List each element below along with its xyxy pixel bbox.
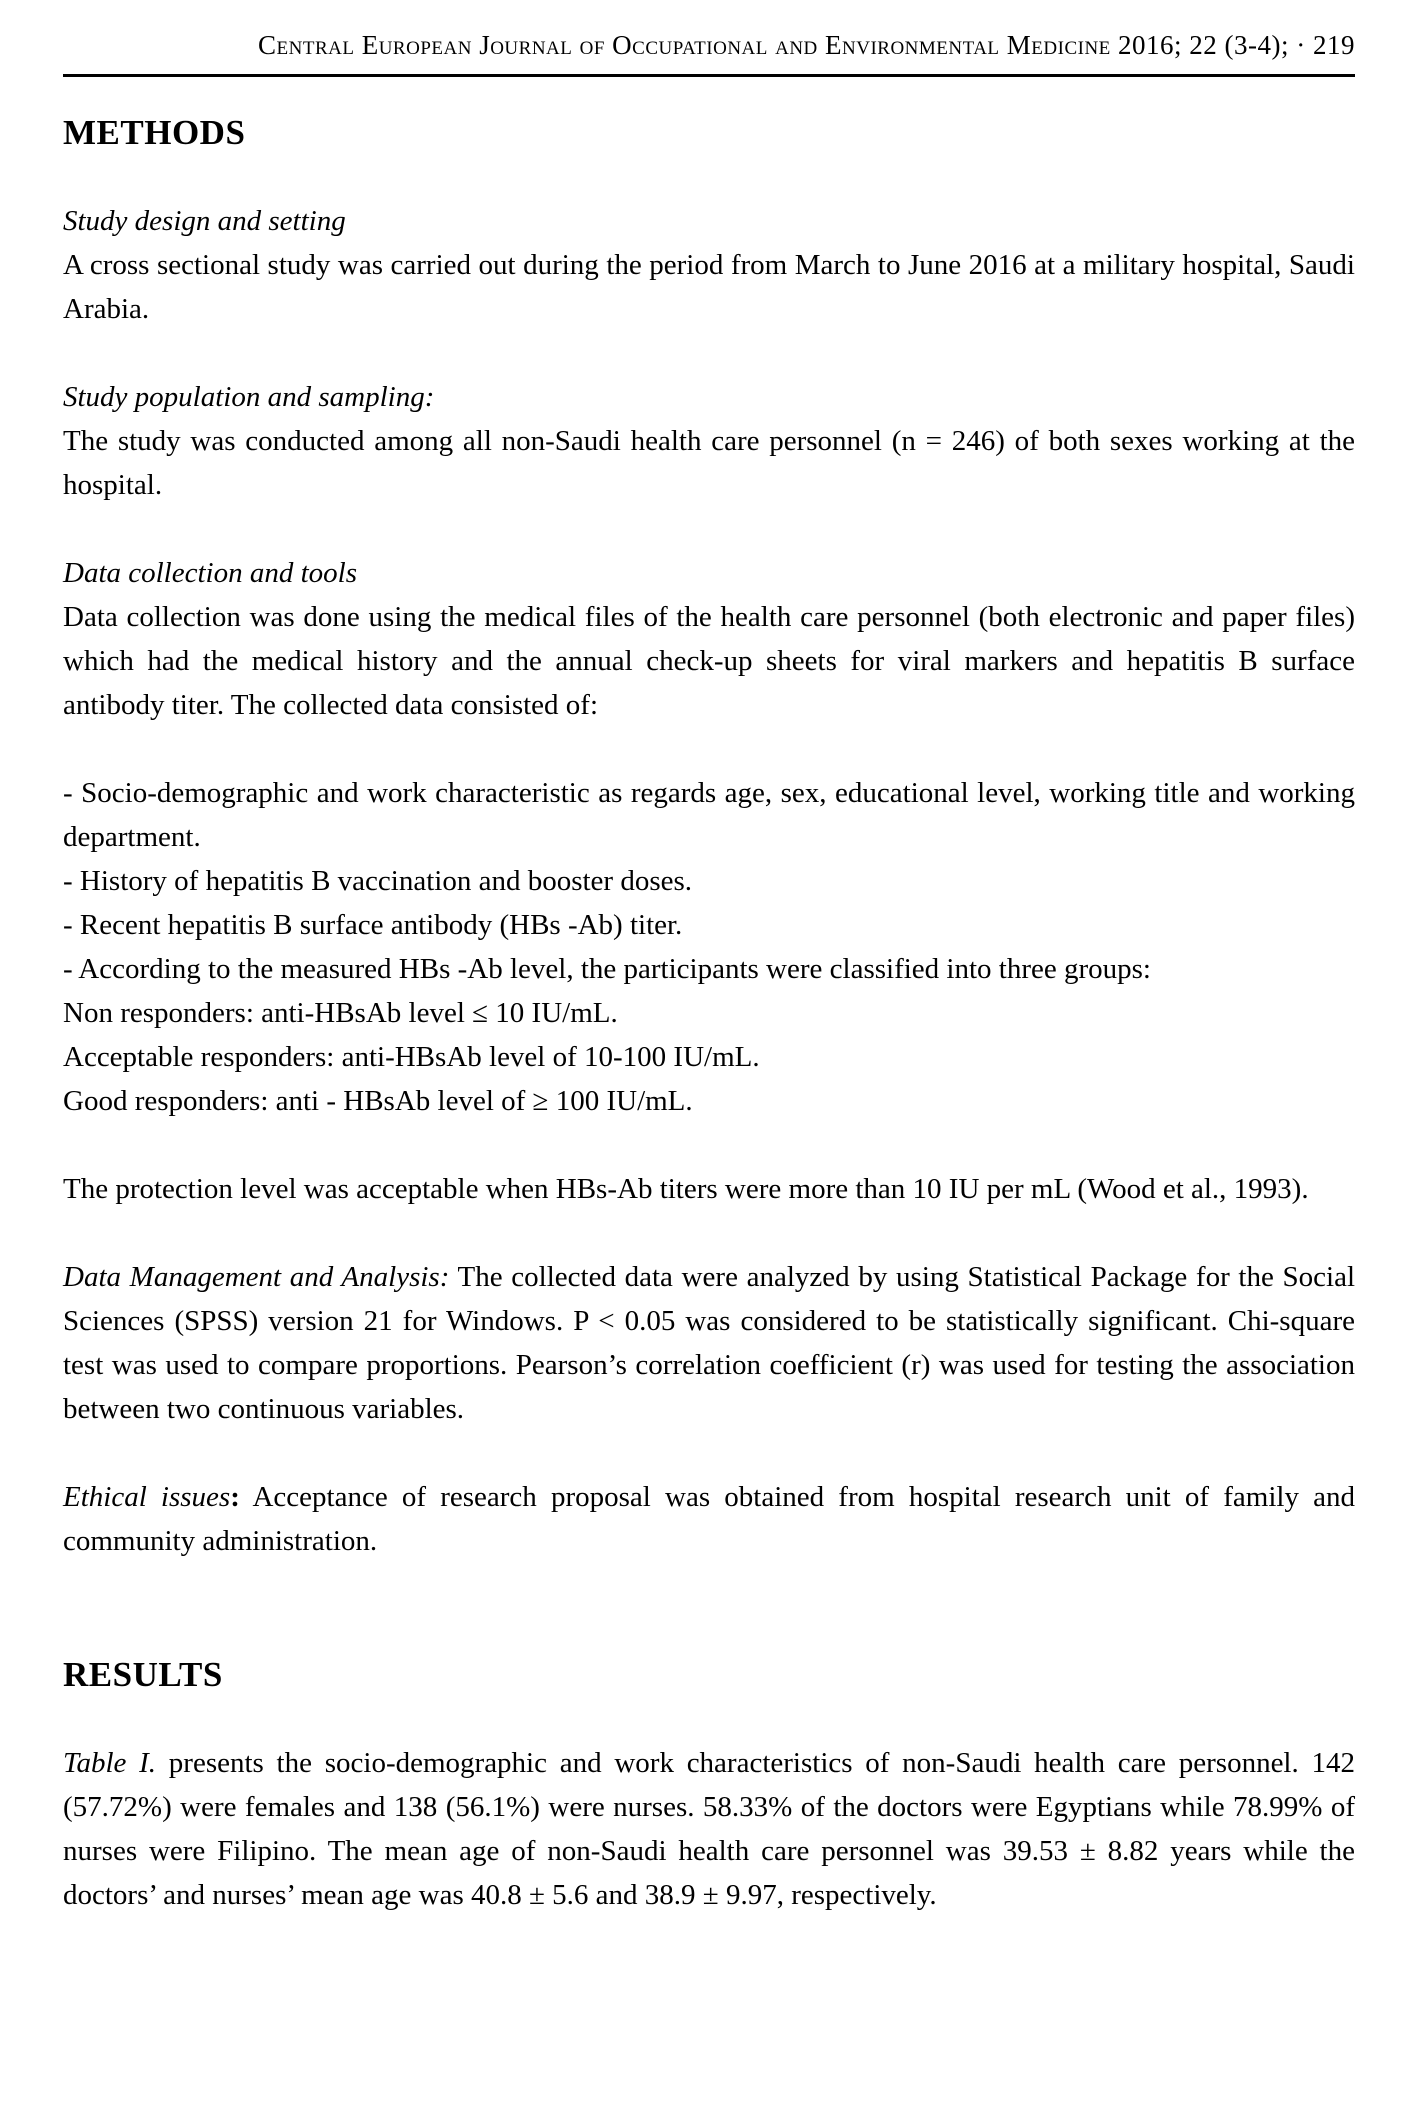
ethical-issues-colon: : (230, 1481, 240, 1513)
study-design-subheading: Study design and setting (63, 205, 346, 237)
ethical-issues-text: Acceptance of research proposal was obtained from hospital research unit of family and community administration. (63, 1481, 1355, 1557)
list-item: - Socio-demographic and work characteristic as regards age, sex, educational level, working title and working department. (63, 777, 1355, 853)
study-population-paragraph: The study was conducted among all non-Saudi health care personnel (n = 246) of both sexes working at the hospital. (63, 425, 1355, 501)
list-item: Acceptable responders: anti-HBsAb level of 10-100 IU/mL. (63, 1041, 760, 1073)
results-table-paragraph (63, 1741, 1355, 1917)
methods-heading: METHODS (63, 113, 246, 152)
study-population-subheading: Study population and sampling: (63, 381, 435, 413)
ethical-issues-lead: Ethical issues (63, 1481, 231, 1513)
data-management-text: The collected data were analyzed by using Statistical Package for the Social Sciences (SPSS) version 21 for Windows. P < 0.05 was considered to be statistically significant. Chi-square test was used to compare proportions. Pearson’s correlation coefficient (r) was used for testing the association between two continuous variables. (63, 1261, 1355, 1425)
page-body (63, 77, 1355, 1917)
data-collection-subheading: Data collection and tools (63, 557, 357, 589)
list-item: Good responders: anti - HBsAb level of ≥ 100 IU/mL. (63, 1085, 693, 1117)
data-management-paragraph (63, 1255, 1355, 1431)
data-items-list (63, 771, 1355, 1123)
list-item: - History of hepatitis B vaccination and booster doses. (63, 865, 693, 897)
data-collection-paragraph: Data collection was done using the medical files of the health care personnel (both electronic and paper files) which had the medical history and the annual check-up sheets for viral markers and hepatitis B surface antibody titer. The collected data consisted of: (63, 601, 1355, 721)
data-management-lead: Data Management and Analysis: (63, 1261, 450, 1293)
page-header (63, 28, 1355, 77)
journal-header-text: Central European Journal of Occupational and Environmental Medicine 2016; 22 (3-4); · 219 (258, 30, 1355, 60)
results-table-text: presents the socio-demographic and work characteristics of non-Saudi health care personnel. 142 (57.72%) were females and 138 (56.1%) were nurses. 58.33% of the doctors were Egyptians while 78.99% of nurses were Filipino. The mean age of non-Saudi health care personnel was 39.53 ± 8.82 years while the doctors’ and nurses’ mean age was 40.8 ± 5.6 and 38.9 ± 9.97, respectively. (63, 1747, 1355, 1911)
table-reference-lead: Table I. (63, 1747, 157, 1779)
list-item: Non responders: anti-HBsAb level ≤ 10 IU/mL. (63, 997, 618, 1029)
ethical-issues-paragraph (63, 1475, 1355, 1563)
list-item: - According to the measured HBs -Ab level, the participants were classified into three groups: (63, 953, 1151, 985)
results-heading: RESULTS (63, 1655, 223, 1694)
study-design-paragraph: A cross sectional study was carried out during the period from March to June 2016 at a military hospital, Saudi Arabia. (63, 249, 1355, 325)
list-item: - Recent hepatitis B surface antibody (HBs -Ab) titer. (63, 909, 683, 941)
protection-level-paragraph: The protection level was acceptable when HBs-Ab titers were more than 10 IU per mL (Wood et al., 1993). (63, 1173, 1309, 1205)
